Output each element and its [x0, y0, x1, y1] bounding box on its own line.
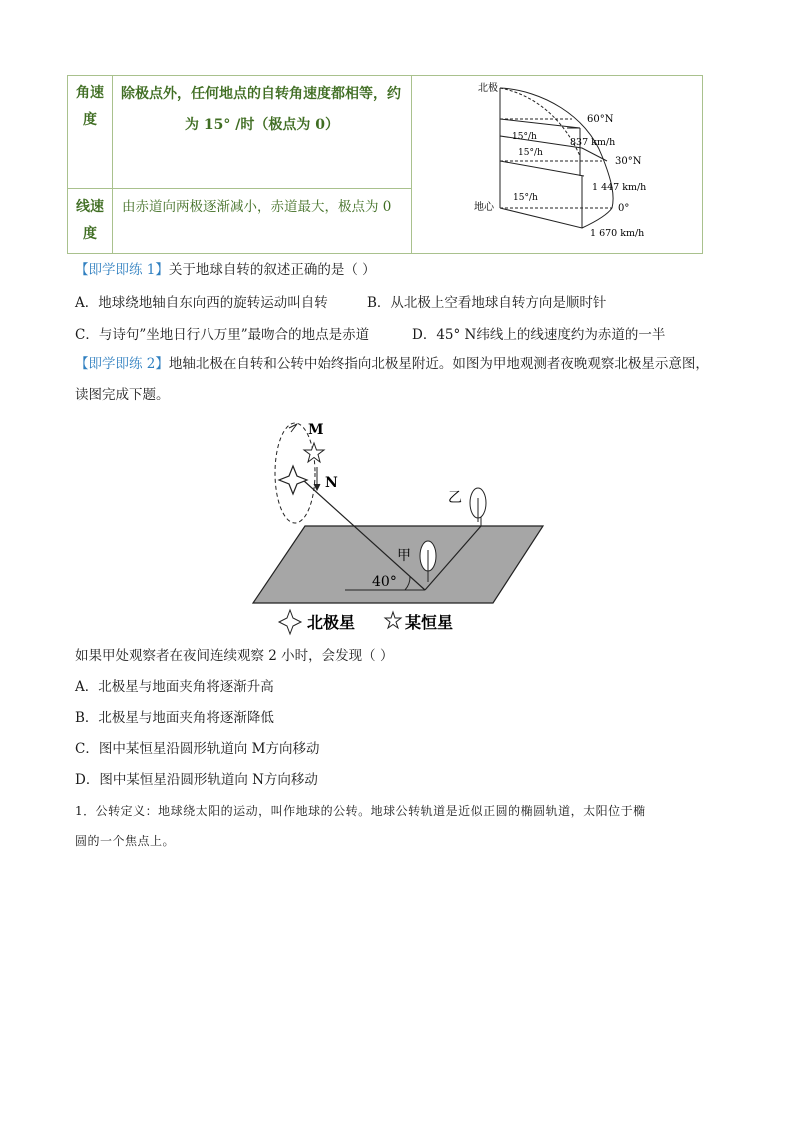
revolution-definition-line1: 1．公转定义：地球绕太阳的运动，叫作地球的公转。地球公转轨道是近似正圆的椭圆轨道，太阳位于椭 [75, 804, 646, 818]
exercise1-option-c: C．与诗句”坐地日行八万里”最吻合的地点是赤道 [75, 327, 370, 343]
speed-label-30: 1 447 km/h [592, 182, 647, 193]
table-divider [112, 75, 113, 254]
label-jia: 甲 [397, 548, 411, 564]
exercise2-option-d: D．图中某恒星沿圆形轨道向 N方向移动 [75, 772, 318, 788]
rate-label-60: 15°/h [512, 132, 537, 142]
exercise2-option-a: A．北极星与地面夹角将逐渐升高 [75, 679, 274, 695]
north-pole-label: 北极 [478, 83, 498, 94]
label-n: N [325, 475, 338, 491]
earth-rotation-speed-figure [412, 76, 702, 254]
exercise2-intro-text: 地轴北极在自转和公转中始终指向北极星附近。如图为甲地观测者夜晚观察北极星示意图， [168, 356, 709, 372]
lat60-plane [500, 119, 580, 128]
orbit-arrow-icon [289, 424, 297, 432]
label-m: M [308, 422, 324, 438]
polaris-icon [279, 466, 307, 494]
exercise1-tag: 【即学即练 1】 [75, 262, 169, 278]
legend-star-icon [385, 612, 401, 628]
legend-polaris-icon [279, 610, 301, 634]
revolution-definition-line2: 圆的一个焦点上。 [75, 834, 176, 848]
equator-plane [500, 208, 612, 228]
exercise1-option-d: D．45° N纬线上的线速度约为赤道的一半 [412, 327, 666, 343]
table-divider [67, 188, 412, 189]
linear-speed-header: 线速度 [76, 199, 104, 242]
exercise2-intro-line2: 读图完成下题。 [75, 387, 170, 403]
exercise2-tag: 【即学即练 2】 [75, 356, 169, 372]
lat30-label: 30°N [615, 156, 642, 167]
label-yi: 乙 [448, 490, 462, 506]
legend-polaris-label: 北极星 [307, 613, 356, 632]
lat60-label: 60°N [587, 114, 614, 125]
exercise1-option-a: A．地球绕地轴自东向西的旋转运动叫自转 [75, 295, 328, 311]
exercise1-option-b: B．从北极上空看地球自转方向是顺时针 [367, 295, 607, 311]
lat30-front [500, 161, 584, 176]
legend-star-label: 某恒星 [405, 613, 454, 632]
angle-label: 40° [372, 574, 397, 590]
exercise2-question: 如果甲处观察者在夜间连续观察 2 小时，会发现（ ） [75, 648, 394, 664]
exercise2-intro-line1 [75, 353, 709, 375]
polaris-observation-figure [245, 410, 555, 638]
linear-speed-text: 由赤道向两极逐渐减小，赤道最大，极点为 0 [122, 199, 392, 215]
star-icon [304, 443, 324, 462]
speed-label-0: 1 670 km/h [590, 228, 645, 239]
speed-label-60: 837 km/h [570, 137, 616, 148]
earth-center-label: 地心 [474, 202, 494, 213]
angular-speed-header: 角速度 [76, 85, 104, 128]
ground-plane [253, 526, 543, 603]
rate-label-0: 15°/h [513, 193, 538, 203]
lat0-label: 0° [618, 203, 630, 214]
rate-label-30: 15°/h [518, 148, 543, 158]
exercise1-question-text: 关于地球自转的叙述正确的是（ ） [168, 262, 376, 278]
n-arrowhead-icon [314, 484, 320, 490]
exercise2-option-b: B．北极星与地面夹角将逐渐降低 [75, 710, 274, 726]
exercise2-option-c: C．图中某恒星沿圆形轨道向 M方向移动 [75, 741, 320, 757]
angular-speed-text-line1: 除极点外，任何地点的自转角速度都相等，约 [121, 86, 401, 102]
exercise1-question [75, 259, 376, 281]
angular-speed-text-line2: 为 15° /时（极点为 0） [185, 117, 339, 133]
